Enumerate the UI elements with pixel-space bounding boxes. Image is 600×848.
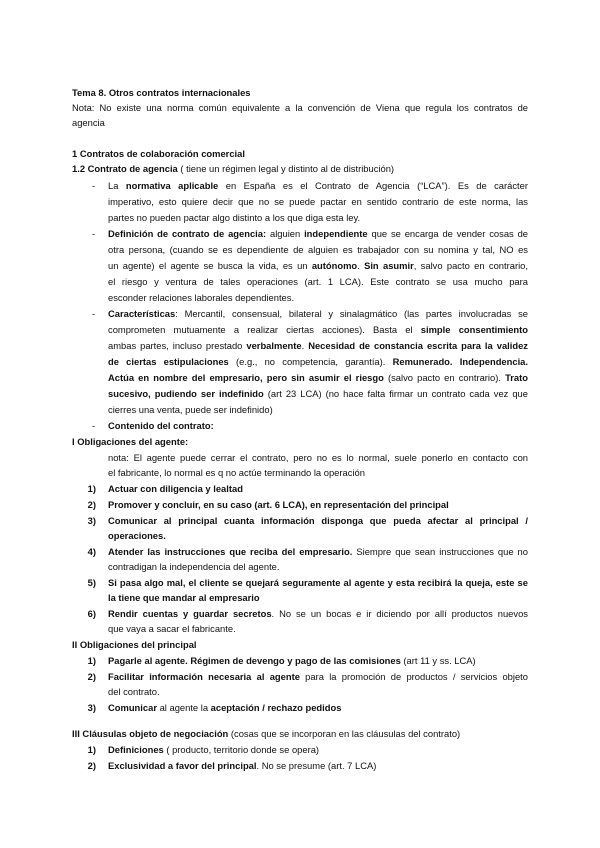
item-number: 1) [87,744,96,755]
text-span: al agente la [156,702,211,713]
text-span: en España es el Contrato de Agencia (“LCA”). Es de carácter [218,180,528,191]
bullet-2-line-2: otra persona, (cuando se es dependiente de alguien es trabajador con su nomina y tal, NO es [108,244,528,255]
bullet-marker: - [92,308,96,319]
item-number: 3) [87,702,96,713]
item-number: 3) [87,515,96,526]
agente-item-5-line-1: Si pasa algo mal, el cliente se quejará seguramente al agente y esta recibirá la queja, este se [108,577,528,588]
text-span: Trato [505,372,528,383]
text-span: Sin asumir [364,260,414,271]
text-span: Características [108,308,176,319]
text-span: (art 11 y ss. LCA) [400,655,476,666]
bullet-marker: - [92,228,96,239]
text-span: . [357,260,365,271]
item-number: 1) [87,483,96,494]
text-span: un agente) el agente se busca la vida, es un [108,260,312,271]
agente-nota-line-2: el fabricante, lo normal es q no actúe terminando la operación [108,467,365,478]
agente-item-3-line-2: operaciones. [108,530,166,541]
text-span: que se encarga de vender cosas de [367,228,528,239]
bullet-3-line-5 [108,372,528,384]
bullet-3-line-2 [108,324,528,336]
bullet-1-line-3: partes no pueden pactar algo distinto a los que diga esta ley. [108,212,361,223]
obligaciones-agente-heading: I Obligaciones del agente: [72,436,189,447]
text-span: para la promoción de productos / servicios objeto [299,671,528,682]
agente-item-4-line-2: contradigan la independencia del agente. [108,561,280,572]
text-span: Definición de contrato de agencia: [108,228,267,239]
bullet-4-line-1: Contenido del contrato: [108,420,214,431]
text-span: Exclusividad a favor del principal [108,760,257,771]
document-title: Tema 8. Otros contratos internacionales [72,87,251,98]
text-span: Definiciones [108,744,164,755]
text-span: autónomo [311,260,358,271]
text-span: La [108,180,126,191]
text-span: Régimen de devengo y pago de las comisiones [190,655,401,666]
agente-item-2: Promover y concluir, en su caso (art. 6 LCA), en representación del principal [108,499,449,510]
text-span: de ciertas estipulaciones [108,356,229,367]
bullet-3-line-7: cierres una venta, puede ser indefinido) [108,404,273,415]
obligaciones-principal-heading: II Obligaciones del principal [72,639,197,650]
text-span: : Mercantil, consensual, bilateral y sinalagmático (las partes involucradas se [175,308,528,319]
section-note: ( tiene un régimen legal y distinto al de distribución) [177,163,395,174]
agente-item-6-line-1 [108,608,528,620]
agente-item-4-line-1 [108,546,528,558]
bullet-marker: - [92,180,96,191]
bullet-2-line-4: el riesgo y ventura de tales operaciones (art. 1 LCA). Este contrato se usa mucho para [108,276,528,287]
section-1-heading: 1 Contratos de colaboración comercial [72,148,245,159]
text-span: alguien [266,228,305,239]
bullet-2-line-5: esconder relaciones laborales dependientes. [108,292,295,303]
clausula-item-1 [108,744,319,756]
text-span: . No se presume (art. 7 LCA) [256,760,377,771]
note-line-2: agencia [72,117,105,128]
section-number: 1.2 [72,163,86,174]
section-label: Contrato de agencia [87,163,178,174]
bullet-3-line-6 [108,388,528,400]
agente-item-3-line-1: Comunicar al principal cuanta información disponga que pueda afectar al principal / [108,515,528,526]
text-span: Comunicar [108,702,157,713]
text-span: (art 23 LCA) (no hace falta firmar un contrato cada vez que [263,388,528,399]
text-span: normativa aplicable [125,180,219,191]
agente-item-6-line-2: que vaya a sacar el fabricante. [108,623,236,634]
text-span: Facilitar información necesaria al agente [108,671,300,682]
item-number: 1) [87,655,96,666]
text-span: ambas partes, incluso prestado [108,340,247,351]
item-number: 2) [87,499,96,510]
item-number: 5) [87,577,96,588]
text-span: Actúa en nombre del empresario, pero sin asumir el riesgo [108,372,384,383]
section-1-2-heading [72,163,394,175]
principal-item-2-line-2: del contrato. [108,686,160,697]
text-span: Pagarle al agente. [108,655,191,666]
text-span: simple consentimiento [420,324,528,335]
text-span: Remunerado. Independencia. [392,356,528,367]
agente-nota-line-1: nota: El agente puede cerrar el contrato, pero no es lo normal, suele ponerlo en contacto con [108,452,528,463]
text-span: Atender las instrucciones que reciba del empresario. [108,546,353,557]
bullet-3-line-4 [108,356,528,368]
bullet-marker: - [92,420,96,431]
text-span: sucesivo, pudiendo ser indefinido [108,388,264,399]
text-span: III Cláusulas objeto de negociación [72,728,229,739]
text-span: , salvo pacto en contrario, [413,260,528,271]
principal-item-1 [108,655,476,667]
principal-item-3 [108,702,341,714]
bullet-2-line-1 [108,228,528,240]
text-span: . [301,340,309,351]
item-number: 4) [87,546,96,557]
text-span: (salvo pacto en contrario). [383,372,506,383]
item-number: 2) [87,760,96,771]
bullet-1-line-1 [108,180,528,192]
text-span: aceptación / rechazo pedidos [210,702,342,713]
text-span: (cosas que se incorporan en las cláusulas del contrato) [228,728,461,739]
text-span: independiente [304,228,368,239]
text-span: Rendir cuentas y guardar secretos [108,608,272,619]
bullet-3-line-1 [108,308,528,320]
text-span: Siempre que sean instrucciones que no [352,546,528,557]
text-span: . No se un bocas e ir diciendo por allí productos nuevos [271,608,528,619]
agente-item-1: Actuar con diligencia y lealtad [108,483,243,494]
clausulas-heading [72,728,460,740]
text-span: Necesidad de constancia escrita para la validez [308,340,528,351]
bullet-3-line-3 [108,340,528,352]
text-span: (e.g., no competencia, garantía). [228,356,393,367]
text-span: verbalmente [246,340,302,351]
clausula-item-2 [108,760,376,772]
text-span: comprometen mutuamente a realizar ciertas acciones). Basta el [108,324,421,335]
text-span: ( producto, territorio donde se opera) [163,744,320,755]
bullet-1-line-2: imperativo, esto quiere decir que no se puede pactar en sentido contrario de este norma, las [108,196,528,207]
bullet-2-line-3 [108,260,528,272]
note-line-1: Nota: No existe una norma común equivalente a la convención de Viena que regula los contratos de [72,102,528,113]
agente-item-5-line-2: la tiene que mandar al empresario [108,592,260,603]
item-number: 2) [87,671,96,682]
item-number: 6) [87,608,96,619]
principal-item-2-line-1 [108,671,528,683]
